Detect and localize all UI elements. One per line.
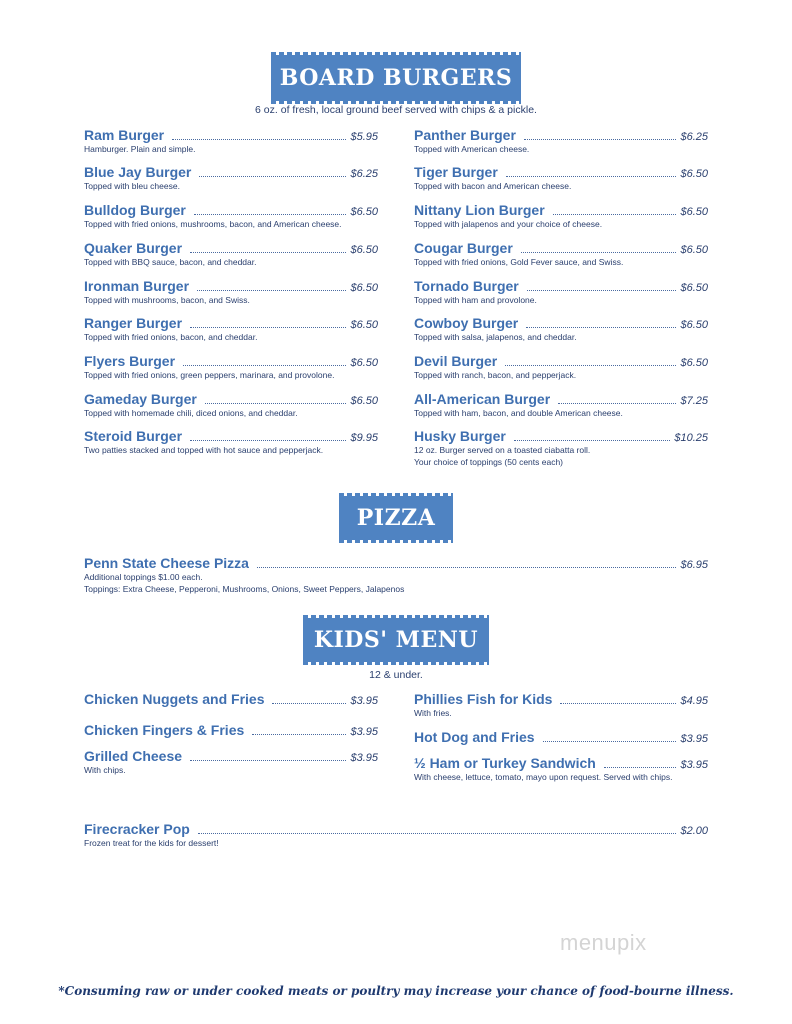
item-price: $3.95 <box>350 695 378 707</box>
item-price: $10.25 <box>674 432 708 444</box>
burgers-subtitle: 6 oz. of fresh, local ground beef served with chips & a pickle. <box>255 104 537 116</box>
item-description: Hamburger. Plain and simple. <box>84 144 196 154</box>
item-description: Frozen treat for the kids for dessert! <box>84 838 219 848</box>
item-price: $6.50 <box>680 168 708 180</box>
leader-dots <box>514 439 671 441</box>
item-name: Flyers Burger <box>84 353 176 369</box>
menu-item <box>84 240 378 268</box>
item-name: Ram Burger <box>84 127 165 143</box>
item-price: $5.95 <box>350 131 378 143</box>
leader-dots <box>604 766 677 768</box>
item-price: $6.50 <box>680 319 708 331</box>
item-name: Panther Burger <box>414 127 516 143</box>
item-price: $6.25 <box>350 168 378 180</box>
leader-dots <box>257 566 677 568</box>
leader-dots <box>198 832 677 834</box>
leader-dots <box>524 138 677 140</box>
item-price: $6.50 <box>680 282 708 294</box>
item-description: Topped with American cheese. <box>414 144 530 154</box>
item-price: $4.95 <box>680 695 708 707</box>
menu-item <box>414 278 708 306</box>
item-price: $3.95 <box>350 726 378 738</box>
item-description-extra: Your choice of toppings (50 cents each) <box>414 457 564 467</box>
item-name: Gameday Burger <box>84 391 197 407</box>
item-description: Topped with fried onions, Gold Fever sauce, and Swiss. <box>414 257 624 267</box>
item-price: $6.50 <box>350 282 378 294</box>
item-description: Topped with bleu cheese. <box>84 181 180 191</box>
item-description: Topped with fried onions, green peppers, marinara, and provolone. <box>84 370 335 380</box>
item-description: Topped with fried onions, bacon, and cheddar. <box>84 332 258 342</box>
leader-dots <box>558 402 676 404</box>
menu-item <box>84 127 378 155</box>
menu-item <box>84 428 378 456</box>
item-name: Devil Burger <box>414 353 498 369</box>
item-description: Topped with ham and provolone. <box>414 295 537 305</box>
item-name: Tiger Burger <box>414 164 498 180</box>
menu-item <box>414 127 708 155</box>
item-name: Ranger Burger <box>84 315 183 331</box>
item-description: With fries. <box>414 708 452 718</box>
item-name: Cougar Burger <box>414 240 513 256</box>
burgers-section-title: BOARD BURGERS <box>271 55 521 101</box>
menu-item <box>414 755 708 783</box>
item-name: Phillies Fish for Kids <box>414 691 553 707</box>
menu-item <box>414 391 708 419</box>
leader-dots <box>543 740 677 742</box>
menu-item <box>414 315 708 343</box>
item-description: Topped with ham, bacon, and double American cheese. <box>414 408 623 418</box>
item-name: ½ Ham or Turkey Sandwich <box>414 755 596 771</box>
item-price: $2.00 <box>680 825 708 837</box>
item-price: $6.50 <box>680 244 708 256</box>
item-name: Chicken Nuggets and Fries <box>84 691 265 707</box>
item-price: $6.50 <box>350 319 378 331</box>
item-name: Chicken Fingers & Fries <box>84 722 245 738</box>
leader-dots <box>205 402 347 404</box>
item-price: $6.95 <box>680 559 708 571</box>
item-name: Nittany Lion Burger <box>414 202 545 218</box>
menu-item <box>414 691 708 719</box>
leader-dots <box>553 213 677 215</box>
menu-item <box>414 164 708 192</box>
menu-item <box>84 202 378 230</box>
item-description: Topped with ranch, bacon, and pepperjack. <box>414 370 577 380</box>
menu-item <box>84 555 708 595</box>
menu-item <box>84 315 378 343</box>
leader-dots <box>197 289 346 291</box>
item-price: $6.25 <box>680 131 708 143</box>
leader-dots <box>194 213 347 215</box>
item-price: $6.50 <box>350 395 378 407</box>
item-name: Quaker Burger <box>84 240 183 256</box>
item-description: Additional toppings $1.00 each. <box>84 572 203 582</box>
menu-item <box>414 240 708 268</box>
item-price: $9.95 <box>350 432 378 444</box>
menu-item <box>84 722 378 738</box>
food-safety-disclaimer: *Consuming raw or under cooked meats or poultry may increase your chance of food-bourne illness. <box>58 984 734 998</box>
leader-dots <box>190 759 346 761</box>
leader-dots <box>560 702 676 704</box>
menu-item <box>84 748 378 776</box>
menu-item <box>414 428 708 468</box>
item-description: Topped with mushrooms, bacon, and Swiss. <box>84 295 250 305</box>
menu-item <box>84 278 378 306</box>
menu-item <box>414 353 708 381</box>
item-price: $6.50 <box>680 206 708 218</box>
item-description-extra: Toppings: Extra Cheese, Pepperoni, Mushrooms, Onions, Sweet Peppers, Jalapenos <box>84 584 405 594</box>
item-name: Bulldog Burger <box>84 202 186 218</box>
leader-dots <box>190 326 346 328</box>
leader-dots <box>505 364 676 366</box>
item-price: $6.50 <box>350 244 378 256</box>
item-name: Firecracker Pop <box>84 821 190 837</box>
leader-dots <box>183 364 346 366</box>
leader-dots <box>272 702 346 704</box>
item-name: Hot Dog and Fries <box>414 729 535 745</box>
item-description: Topped with jalapenos and your choice of cheese. <box>414 219 603 229</box>
item-description: Two patties stacked and topped with hot sauce and pepperjack. <box>84 445 324 455</box>
leader-dots <box>199 175 346 177</box>
item-description: With cheese, lettuce, tomato, mayo upon request. Served with chips. <box>414 772 673 782</box>
item-name: Steroid Burger <box>84 428 183 444</box>
kids-section-title: KIDS' MENU <box>303 618 489 662</box>
item-description: Topped with homemade chili, diced onions, and cheddar. <box>84 408 298 418</box>
item-name: Cowboy Burger <box>414 315 519 331</box>
item-name: All-American Burger <box>414 391 551 407</box>
item-name: Husky Burger <box>414 428 506 444</box>
menu-item <box>84 821 708 849</box>
item-description: With chips. <box>84 765 126 775</box>
leader-dots <box>190 251 346 253</box>
item-description: Topped with salsa, jalapenos, and cheddar. <box>414 332 577 342</box>
item-price: $3.95 <box>680 733 708 745</box>
pizza-section-title: PIZZA <box>339 496 453 540</box>
menu-item <box>84 353 378 381</box>
menu-item <box>414 729 708 745</box>
item-description: 12 oz. Burger served on a toasted ciabatta roll. <box>414 445 591 455</box>
leader-dots <box>527 289 677 291</box>
item-name: Blue Jay Burger <box>84 164 192 180</box>
item-description: Topped with bacon and American cheese. <box>414 181 572 191</box>
item-price: $7.25 <box>680 395 708 407</box>
menu-item <box>84 691 378 707</box>
item-name: Grilled Cheese <box>84 748 183 764</box>
menu-item <box>414 202 708 230</box>
item-price: $3.95 <box>350 752 378 764</box>
menu-item <box>84 391 378 419</box>
leader-dots <box>506 175 677 177</box>
item-name: Ironman Burger <box>84 278 190 294</box>
leader-dots <box>172 138 346 140</box>
item-price: $6.50 <box>350 206 378 218</box>
item-description: Topped with BBQ sauce, bacon, and cheddar. <box>84 257 257 267</box>
leader-dots <box>521 251 677 253</box>
item-price: $6.50 <box>680 357 708 369</box>
leader-dots <box>190 439 346 441</box>
menu-item <box>84 164 378 192</box>
item-price: $3.95 <box>680 759 708 771</box>
kids-subtitle: 12 & under. <box>369 669 423 681</box>
watermark-logo: menupix <box>560 930 647 955</box>
item-name: Penn State Cheese Pizza <box>84 555 249 571</box>
leader-dots <box>252 733 346 735</box>
item-description: Topped with fried onions, mushrooms, bacon, and American cheese. <box>84 219 342 229</box>
item-name: Tornado Burger <box>414 278 519 294</box>
item-price: $6.50 <box>350 357 378 369</box>
leader-dots <box>526 326 676 328</box>
